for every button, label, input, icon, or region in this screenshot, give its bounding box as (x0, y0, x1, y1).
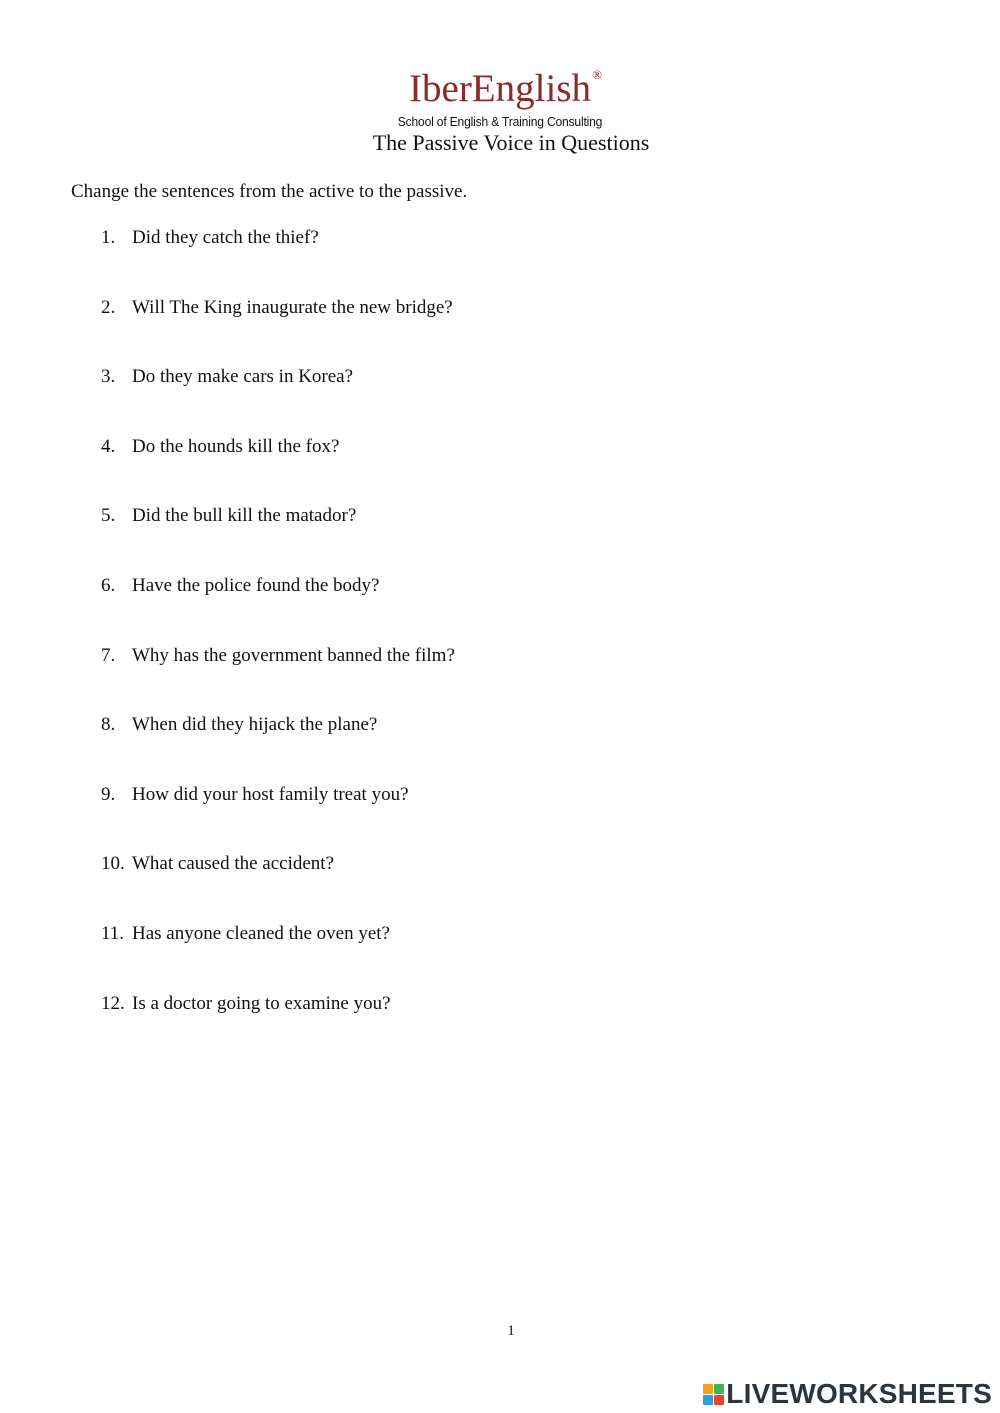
question-number: 4. (101, 435, 116, 457)
question-number: 9. (101, 783, 116, 805)
question-item (101, 783, 455, 853)
logo (0, 66, 1000, 112)
question-item (101, 226, 455, 296)
question-text: How did your host family treat you? (132, 783, 409, 805)
question-text: What caused the accident? (132, 853, 335, 875)
question-item (101, 504, 455, 574)
question-text: Has anyone cleaned the oven yet? (132, 922, 390, 944)
logo-square-icon (703, 1384, 713, 1394)
liveworksheets-brand[interactable] (703, 1377, 992, 1411)
question-number: 11. (101, 922, 125, 944)
brand-name: LIVEWORKSHEETS (726, 1378, 992, 1409)
question-number: 7. (101, 644, 116, 666)
question-item (101, 852, 455, 922)
page-number: 1 (507, 1323, 515, 1339)
question-item (101, 644, 455, 714)
question-number: 1. (101, 227, 116, 248)
question-text: Do they make cars in Korea? (132, 366, 354, 388)
logo-tagline: School of English & Training Consulting (397, 114, 603, 129)
logo-name: IberEnglish ® (409, 67, 602, 110)
question-text: Will The King inaugurate the new bridge? (132, 296, 453, 318)
question-text: When did they hijack the plane? (132, 714, 378, 736)
page-title: The Passive Voice in Questions (372, 130, 650, 155)
logo-square-icon (703, 1395, 713, 1405)
instruction: Change the sentences from the active to the passive. (71, 181, 468, 202)
question-number: 8. (101, 714, 116, 736)
question-number: 5. (101, 505, 116, 527)
question-item (101, 435, 455, 505)
logo-square-icon (714, 1395, 724, 1405)
question-text: Is a doctor going to examine you? (132, 992, 391, 1014)
question-text: Have the police found the body? (132, 574, 380, 596)
question-text: Do the hounds kill the fox? (132, 435, 340, 457)
question-text: Did they catch the thief? (132, 227, 319, 248)
question-number: 6. (101, 574, 116, 596)
question-item (101, 713, 455, 783)
question-item (101, 296, 455, 366)
question-number: 10. (101, 853, 125, 875)
logo-square-icon (714, 1384, 724, 1394)
question-item (101, 992, 455, 1062)
question-list (101, 226, 455, 1061)
question-text: Did the bull kill the matador? (132, 505, 357, 527)
question-item (101, 365, 455, 435)
registered-mark: ® (592, 67, 602, 82)
question-item (101, 574, 455, 644)
question-number: 2. (101, 296, 116, 318)
question-item (101, 922, 455, 992)
liveworksheets-logo-icon (703, 1384, 724, 1405)
question-text: Why has the government banned the film? (132, 644, 455, 666)
question-number: 3. (101, 366, 116, 388)
question-number: 12. (101, 992, 125, 1014)
